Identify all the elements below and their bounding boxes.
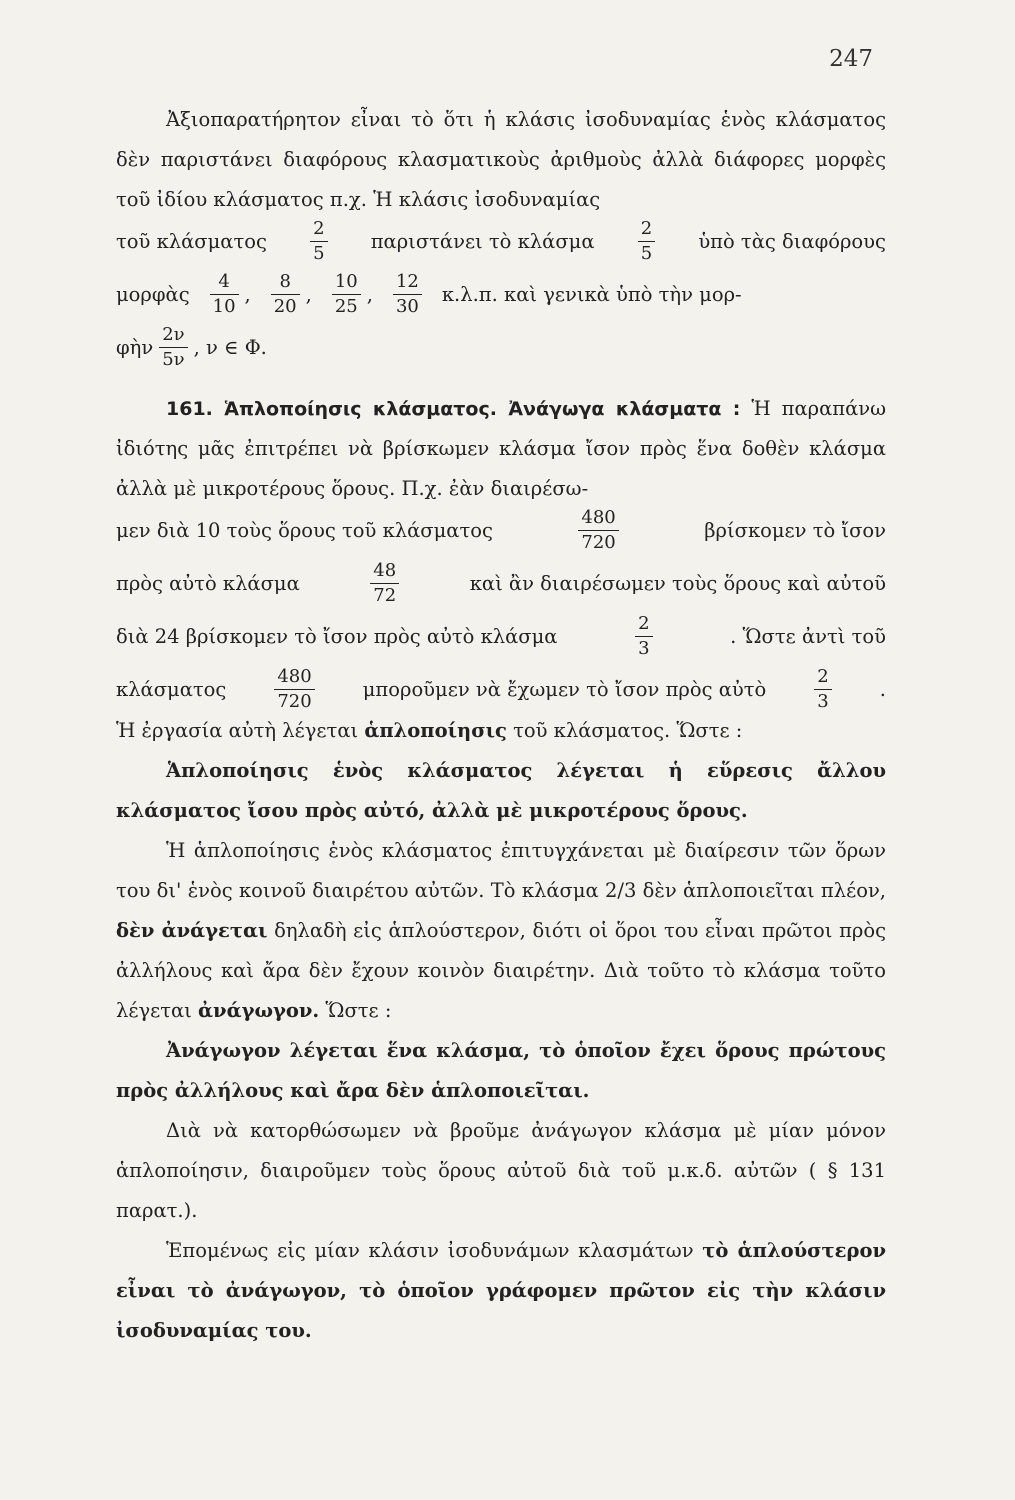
equation-line-7 bbox=[116, 668, 886, 711]
text-segment: διὰ 24 βρίσκομεν τὸ ἴσον πρὸς αὐτὸ κλάσμα bbox=[116, 624, 558, 648]
text-segment: κ.λ.π. καὶ γενικὰ ὑπὸ τὴν μορ- bbox=[441, 282, 742, 306]
fraction bbox=[159, 326, 187, 369]
equation-line-3 bbox=[116, 326, 886, 369]
equation-line-5 bbox=[116, 562, 886, 605]
numerator: 2 bbox=[313, 218, 325, 239]
page-number: 247 bbox=[829, 46, 873, 72]
section-paragraph bbox=[116, 389, 886, 509]
numerator: 480 bbox=[277, 666, 312, 687]
text-segment: τοῦ κλάσματος. Ὥστε : bbox=[513, 719, 743, 742]
bold-term: ἁπλοποίησις bbox=[364, 719, 507, 742]
numerator: 2 bbox=[640, 218, 653, 239]
text-segment: καὶ ἂν διαιρέσωμεν τοὺς ὅρους καὶ αὐτοῦ bbox=[469, 571, 886, 595]
denominator: 3 bbox=[814, 689, 831, 711]
numerator: 10 bbox=[334, 271, 358, 292]
text-segment: , ν ∈ Φ. bbox=[193, 335, 267, 359]
text-segment: Ὥστε : bbox=[325, 999, 392, 1022]
fraction bbox=[393, 273, 422, 316]
text-segment: Ἡ ἁπλοποίησις ἑνὸς κλάσματος ἐπιτυγχάνεται μὲ διαίρεσιν τῶν ὅρων του δι' ἑνὸς κοινοῦ διαιρέτου αὐτῶν. Τὸ κλάσμα 2/3 δὲν ἁπλοποιεῖται πλέον, bbox=[116, 839, 886, 902]
paragraph: Διὰ νὰ κατορθώσωμεν νὰ βροῦμε ἀνάγωγον κλάσμα μὲ μίαν μόνον ἁπλοποίησιν, διαιροῦμεν τοὺς ὅρους αὐτοῦ διὰ τοῦ μ.κ.δ. αὐτῶν ( § 131 παρατ.). bbox=[116, 1119, 886, 1222]
fraction bbox=[578, 509, 618, 552]
numerator: 2 bbox=[638, 613, 650, 634]
bold-term: ἀνάγωγον. bbox=[198, 999, 320, 1022]
text-segment: φὴν bbox=[116, 335, 154, 359]
equation-line-1 bbox=[116, 220, 886, 263]
denominator: 5 bbox=[310, 241, 327, 263]
text-segment: μεν διὰ 10 τοὺς ὅρους τοῦ κλάσματος bbox=[116, 518, 493, 542]
denominator: 3 bbox=[635, 636, 652, 658]
denominator: 30 bbox=[393, 294, 422, 316]
fraction bbox=[274, 668, 314, 711]
text-segment: μορφὰς bbox=[116, 282, 190, 306]
fraction bbox=[638, 220, 655, 263]
text-segment: μποροῦμεν νὰ ἔχωμεν τὸ ἴσον πρὸς αὐτὸ bbox=[362, 677, 767, 701]
text-segment: Ἡ παραπάνω ἰδιότης μᾶς ἐπιτρέπει νὰ βρίσκωμεν κλάσμα ἴσον πρὸς ἕνα δοθὲν κλάσμα ἀλλὰ μὲ μικροτέρους ὅρους. Π.χ. ἐὰν διαιρέσω- bbox=[116, 397, 886, 500]
bold-term: τὸ ἁπλούστερον εἶναι τὸ ἀνάγωγον, τὸ ὁποῖον γράφομεν πρῶτον εἰς τὴν κλάσιν ἰσοδυναμίας του. bbox=[116, 1239, 887, 1342]
text-segment: Ἑπομένως εἰς μίαν κλάσιν ἰσοδυνάμων κλασμάτων bbox=[166, 1239, 694, 1262]
denominator: 10 bbox=[210, 294, 239, 316]
intro-paragraph: Ἀξιοπαρατήρητον εἶναι τὸ ὅτι ἡ κλάσις ἰσοδυναμίας ἑνὸς κλάσματος δὲν παριστάνει διαφόρους κλασματικοὺς ἀριθμοὺς ἀλλὰ διάφορες μορφὲς τοῦ ἰδίου κλάσματος π.χ. Ἡ κλάσις ἰσοδυναμίας bbox=[116, 108, 886, 211]
equation-line-4 bbox=[116, 509, 886, 552]
text-segment: βρίσκομεν τὸ ἴσον bbox=[704, 518, 886, 542]
numerator: 4 bbox=[218, 271, 230, 292]
equation-line-2: μορφὰς $\frac{4}{10}$ , $\frac{8}{20}$ , $\frac{10}{25}$ , $\frac{12}{30}$ κ.λ.π. καὶ γενικὰ ὑπὸ τὴν μορ- bbox=[116, 271, 742, 317]
fraction bbox=[310, 220, 327, 263]
fraction bbox=[210, 273, 239, 316]
fraction bbox=[332, 273, 361, 316]
numerator: 2ν bbox=[162, 324, 185, 345]
numerator: 480 bbox=[581, 507, 616, 528]
denominator: 720 bbox=[274, 689, 314, 711]
paragraph bbox=[116, 831, 886, 1031]
denominator: 25 bbox=[332, 294, 361, 316]
definition: Ἀνάγωγον λέγεται ἕνα κλάσμα, τὸ ὁποῖον ἔχει ὅρους πρώτους πρὸς ἀλλήλους καὶ ἄρα δὲν ἁπλοποιεῖται. bbox=[116, 1039, 886, 1102]
numerator: 48 bbox=[373, 560, 397, 581]
text-segment: Ἡ ἐργασία αὐτὴ λέγεται bbox=[116, 719, 359, 742]
numerator: 12 bbox=[395, 271, 419, 292]
bold-term: δὲν ἀνάγεται bbox=[116, 919, 268, 942]
equation-line-6 bbox=[116, 615, 886, 658]
text-segment: ὑπὸ τὰς διαφόρους bbox=[698, 229, 886, 253]
definition: Ἁπλοποίησις ἑνὸς κλάσματος λέγεται ἡ εὕρεσις ἄλλου κλάσματος ἴσου πρὸς αὐτό, ἀλλὰ μὲ μικροτέρους ὅρους. bbox=[116, 759, 886, 822]
numerator: 8 bbox=[279, 271, 291, 292]
text-segment: δηλαδὴ εἰς ἁπλούστερον, διότι οἱ ὅροι του εἶναι πρῶτοι πρὸς ἀλλήλους καὶ ἄρα δὲν ἔχουν κοινὸν διαιρέτην. Διὰ τοῦτο τὸ κλάσμα τοῦτο λέγεται bbox=[116, 919, 887, 1022]
text-segment: . bbox=[879, 677, 886, 701]
paragraph bbox=[116, 1231, 886, 1351]
text-segment: κλάσματος bbox=[116, 677, 227, 701]
text-segment: . Ὥστε ἀντὶ τοῦ bbox=[730, 624, 886, 648]
denominator: 5ν bbox=[159, 347, 187, 369]
fraction bbox=[635, 615, 652, 658]
denominator: 20 bbox=[271, 294, 300, 316]
denominator: 720 bbox=[578, 530, 618, 552]
page-body bbox=[116, 100, 886, 1351]
text-segment: πρὸς αὐτὸ κλάσμα bbox=[116, 571, 300, 595]
fraction bbox=[271, 273, 300, 316]
denominator: 5 bbox=[638, 241, 655, 263]
fraction bbox=[814, 668, 831, 711]
paragraph bbox=[116, 711, 886, 751]
numerator: 2 bbox=[817, 666, 829, 687]
text-segment: τοῦ κλάσματος bbox=[116, 229, 267, 253]
section-heading: 161. Ἁπλοποίησις κλάσματος. Ἀνάγωγα κλάσματα : bbox=[166, 398, 741, 420]
text-segment: παριστάνει τὸ κλάσμα bbox=[370, 229, 595, 253]
denominator: 72 bbox=[370, 583, 399, 605]
fraction bbox=[370, 562, 399, 605]
